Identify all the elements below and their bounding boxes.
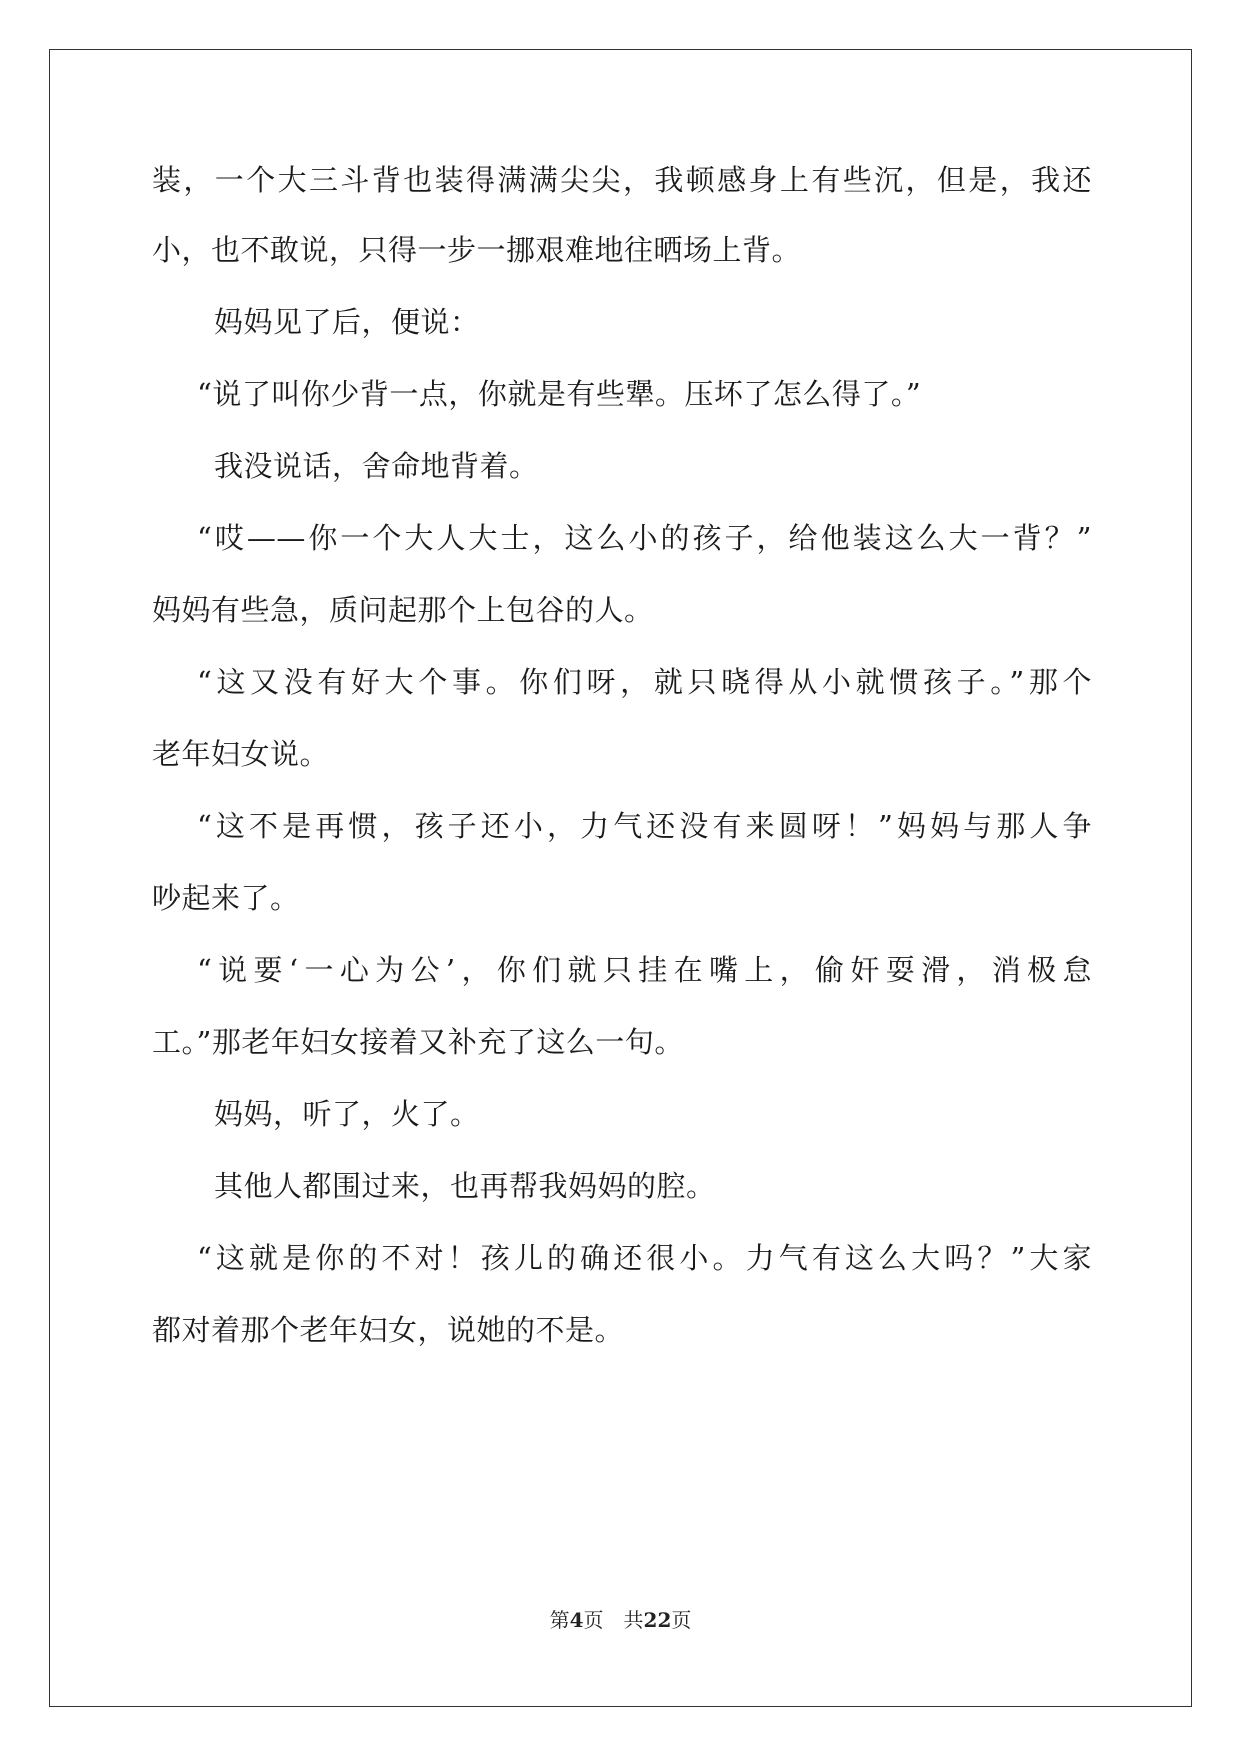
text-line: 都对着那个老年妇女，说她的不是。: [152, 1313, 625, 1347]
text-line: “说了叫你少背一点，你就是有些犟。压坏了怎么得了。”: [197, 377, 922, 411]
footer-prefix: 第: [549, 1608, 570, 1632]
text-line: “这就是你的不对！孩儿的确还很小。力气有这么大吗？”大家: [197, 1241, 1092, 1275]
total-page-count: 22: [643, 1608, 672, 1632]
page-footer: [0, 1608, 1241, 1632]
text-line: 妈妈，听了，火了。: [214, 1097, 480, 1131]
text-line: 妈妈有些急，质问起那个上包谷的人。: [152, 593, 654, 627]
text-line: 我没说话，舍命地背着。: [214, 449, 539, 483]
text-line: “哎——你一个大人大士，这么小的孩子，给他装这么大一背？”: [197, 521, 1092, 555]
text-line: “这不是再惯，孩子还小，力气还没有来圆呀！”妈妈与那人争: [197, 809, 1092, 843]
text-line: 装，一个大三斗背也装得满满尖尖，我顿感身上有些沉，但是，我还: [152, 163, 1092, 197]
text-line: 吵起来了。: [152, 881, 300, 915]
text-line: 其他人都围过来，也再帮我妈妈的腔。: [214, 1169, 716, 1203]
text-line: “说要‘一心为公’，你们就只挂在嘴上，偷奸耍滑，消极怠: [197, 953, 1092, 987]
current-page-number: 4: [569, 1608, 584, 1632]
footer-middle: 页 共: [583, 1608, 644, 1632]
text-line: 小，也不敢说，只得一步一挪艰难地往晒场上背。: [152, 233, 802, 267]
text-line: “这又没有好大个事。你们呀，就只晓得从小就惯孩子。”那个: [197, 665, 1092, 699]
footer-suffix: 页: [671, 1608, 692, 1632]
text-line: 工。”那老年妇女接着又补充了这么一句。: [152, 1025, 684, 1059]
text-line: 妈妈见了后，便说：: [214, 305, 480, 339]
text-line: 老年妇女说。: [152, 737, 330, 771]
